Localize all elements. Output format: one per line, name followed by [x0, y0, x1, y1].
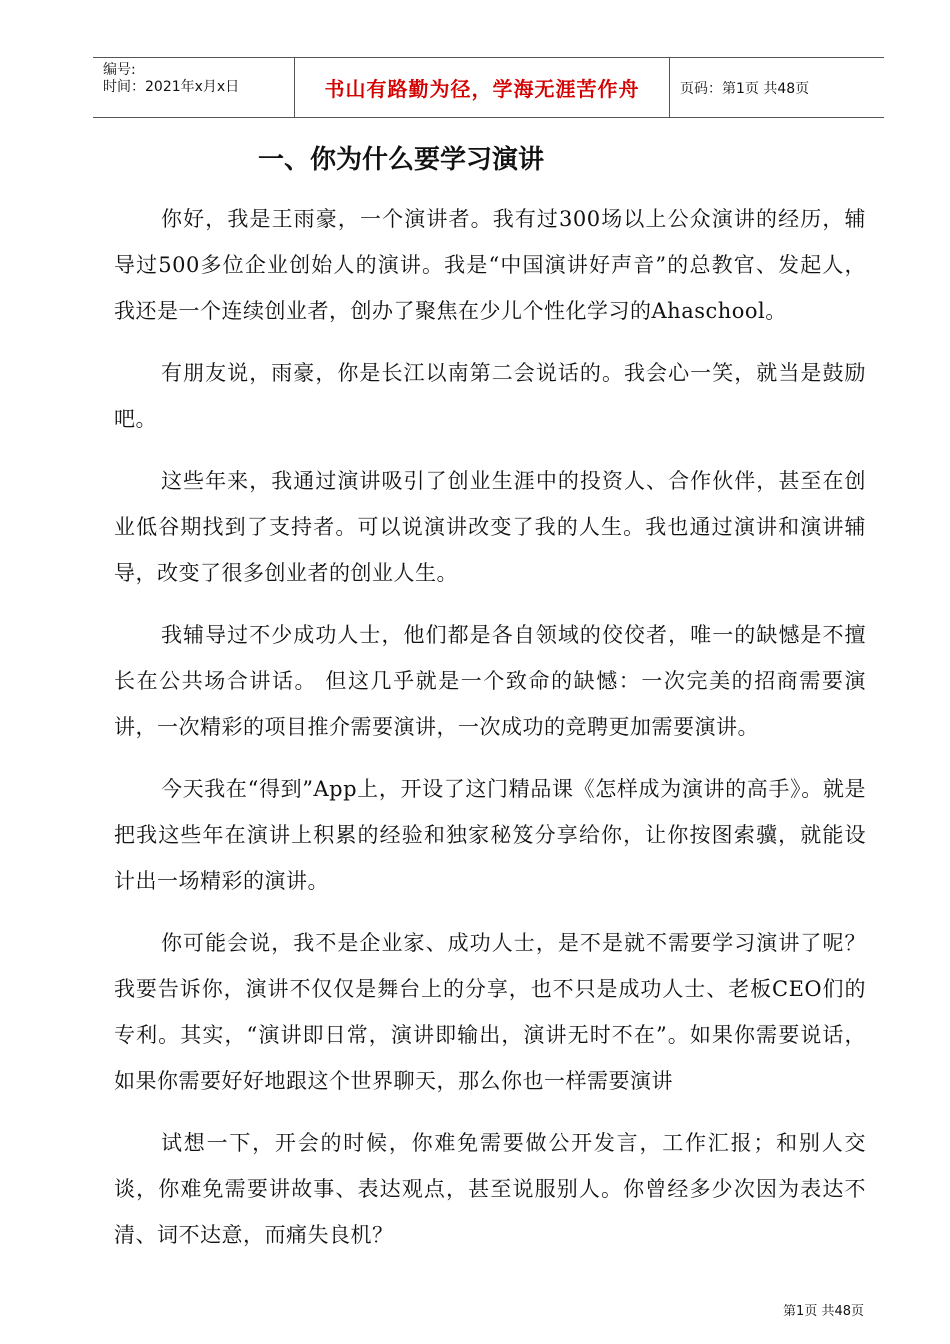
document-title: 一、你为什么要学习演讲: [258, 145, 545, 175]
header-table: [93, 57, 884, 118]
body-paragraph: 今天我在“得到”App上，开设了这门精品课《怎样成为演讲的高手》。就是把我这些年在演讲上积累的经验和独家秘笈分享给你，让你按图索骥，就能设计出一场精彩的演讲。: [114, 777, 866, 893]
document-number-label: 编号:: [103, 62, 136, 78]
body-paragraph: 有朋友说，雨豪，你是长江以南第二会说话的。我会心一笑，就当是鼓励吧。: [114, 361, 866, 431]
body-paragraph: 这些年来，我通过演讲吸引了创业生涯中的投资人、合作伙伴，甚至在创业低谷期找到了支持者。可以说演讲改变了我的人生。我也通过演讲和演讲辅导，改变了很多创业者的创业人生。: [114, 469, 866, 585]
body-paragraph: 你好，我是王雨豪，一个演讲者。我有过300场以上公众演讲的经历，辅导过500多位企业创始人的演讲。我是“中国演讲好声音”的总教官、发起人，我还是一个连续创业者，创办了聚焦在少儿个性化学习的Ahaschool。: [114, 207, 866, 323]
header-motto: 书山有路勤为径，学海无涯苦作舟: [295, 58, 670, 117]
document-body: [114, 196, 866, 1274]
header-page-info: 页码：第1页 共48页: [680, 80, 810, 97]
header-meta-cell: [93, 58, 295, 117]
footer-page-number: 第1页 共48页: [783, 1304, 864, 1319]
body-paragraph: 我辅导过不少成功人士，他们都是各自领域的佼佼者，唯一的缺憾是不擅长在公共场合讲话。 但这几乎就是一个致命的缺憾：一次完美的招商需要演讲，一次精彩的项目推介需要演讲，一次成功的竞聘更加需要演讲。: [114, 623, 866, 739]
document-time-label: 时间：2021年x月x日: [103, 79, 240, 95]
body-paragraph: 你可能会说，我不是企业家、成功人士，是不是就不需要学习演讲了呢？我要告诉你，演讲不仅仅是舞台上的分享，也不只是成功人士、老板CEO们的专利。其实，“演讲即日常，演讲即输出，演讲无时不在”。如果你需要说话，如果你需要好好地跟这个世界聊天，那么你也一样需要演讲: [114, 931, 866, 1093]
body-paragraph: 试想一下，开会的时候，你难免需要做公开发言，工作汇报；和别人交谈，你难免需要讲故事、表达观点，甚至说服别人。你曾经多少次因为表达不清、词不达意，而痛失良机？: [114, 1131, 866, 1247]
